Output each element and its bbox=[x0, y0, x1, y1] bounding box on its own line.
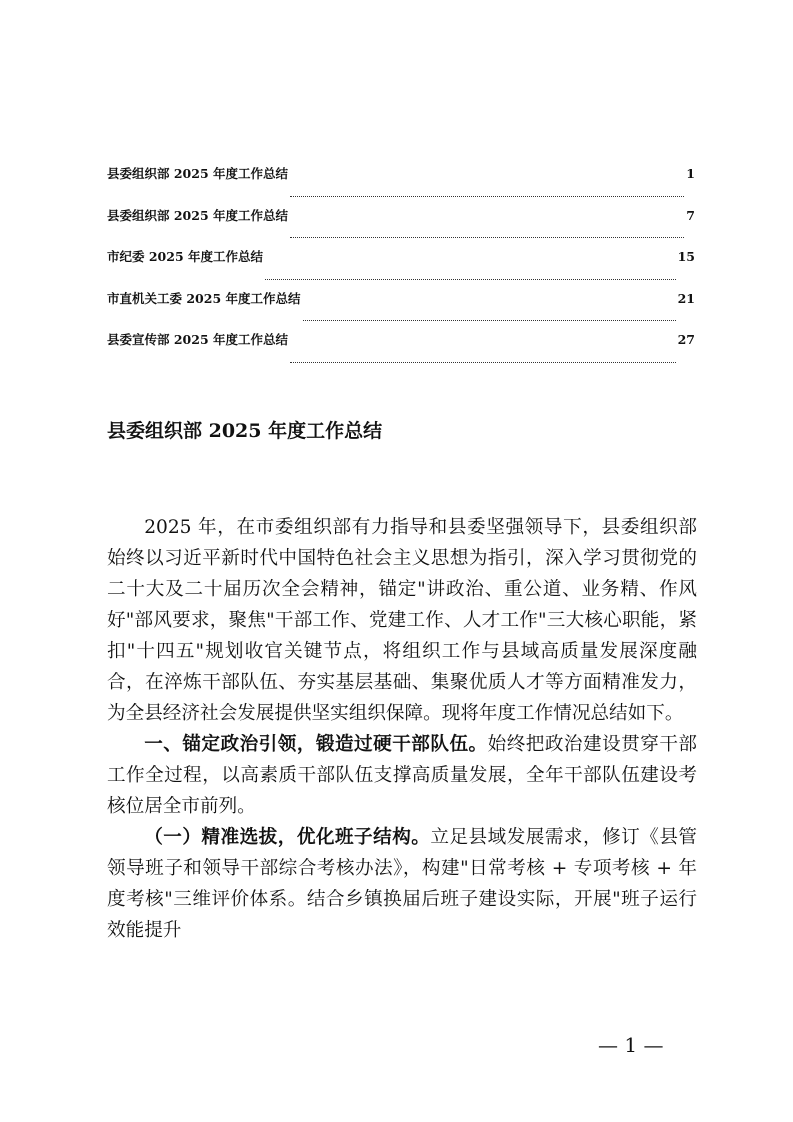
toc-leader-dots bbox=[290, 236, 684, 238]
toc-entry-page: 27 bbox=[677, 332, 695, 347]
toc-entry[interactable] bbox=[107, 164, 695, 206]
document-body bbox=[107, 512, 697, 946]
toc-leader-dots bbox=[265, 278, 676, 280]
section-1-heading: 一、锚定政治引领，锻造过硬干部队伍。 bbox=[144, 734, 488, 755]
page-number: — 1 — bbox=[598, 1033, 664, 1057]
section-1-text: 始终把政治建设贯穿干部工作全过程，以高素质干部队伍支撑高质量发展，全年干部队伍建设考核位居全市前列。 bbox=[107, 734, 697, 817]
subsection-1-heading: （一）精准选拔，优化班子结构。 bbox=[144, 827, 431, 848]
toc-leader-dots bbox=[290, 195, 684, 197]
document-title: 县委组织部 2025 年度工作总结 bbox=[107, 420, 383, 442]
toc-entry-title: 县委组织部 2025 年度工作总结 bbox=[107, 166, 288, 181]
subsection-1-text: 立足县域发展需求，修订《县管领导班子和领导干部综合考核办法》，构建"日常考核 + 专项考核 + 年度考核"三维评价体系。结合乡镇换届后班子建设实际，开展"班子运行效能提升 bbox=[107, 827, 697, 941]
toc-entry[interactable] bbox=[107, 330, 695, 372]
toc-entry-page: 21 bbox=[677, 290, 695, 306]
toc-entry[interactable] bbox=[107, 289, 695, 331]
toc-entry-page: 15 bbox=[677, 249, 695, 264]
subsection-1-paragraph bbox=[107, 822, 697, 946]
toc-entry-title: 县委组织部 2025 年度工作总结 bbox=[107, 207, 288, 223]
table-of-contents bbox=[107, 164, 695, 372]
toc-entry-title: 县委宣传部 2025 年度工作总结 bbox=[107, 332, 288, 347]
toc-entry[interactable] bbox=[107, 247, 695, 289]
toc-entry[interactable] bbox=[107, 206, 695, 248]
toc-leader-dots bbox=[290, 361, 676, 363]
toc-entry-page: 1 bbox=[686, 166, 695, 181]
toc-leader-dots bbox=[303, 319, 676, 321]
toc-entry-title: 市纪委 2025 年度工作总结 bbox=[107, 249, 263, 264]
intro-paragraph: 2025 年，在市委组织部有力指导和县委坚强领导下，县委组织部始终以习近平新时代中国特色社会主义思想为指引，深入学习贯彻党的二十大及二十届历次全会精神，锚定"讲政治、重公道、业务精、作风好"部风要求，聚焦"干部工作、党建工作、人才工作"三大核心职能，紧扣"十四五"规划收官关键节点，将组织工作与县域高质量发展深度融合，在淬炼干部队伍、夯实基层基础、集聚优质人才等方面精准发力，为全县经济社会发展提供坚实组织保障。现将年度工作情况总结如下。 bbox=[107, 517, 697, 724]
toc-entry-page: 7 bbox=[686, 207, 695, 223]
section-1-paragraph bbox=[107, 729, 697, 822]
toc-entry-title: 市直机关工委 2025 年度工作总结 bbox=[107, 290, 301, 306]
